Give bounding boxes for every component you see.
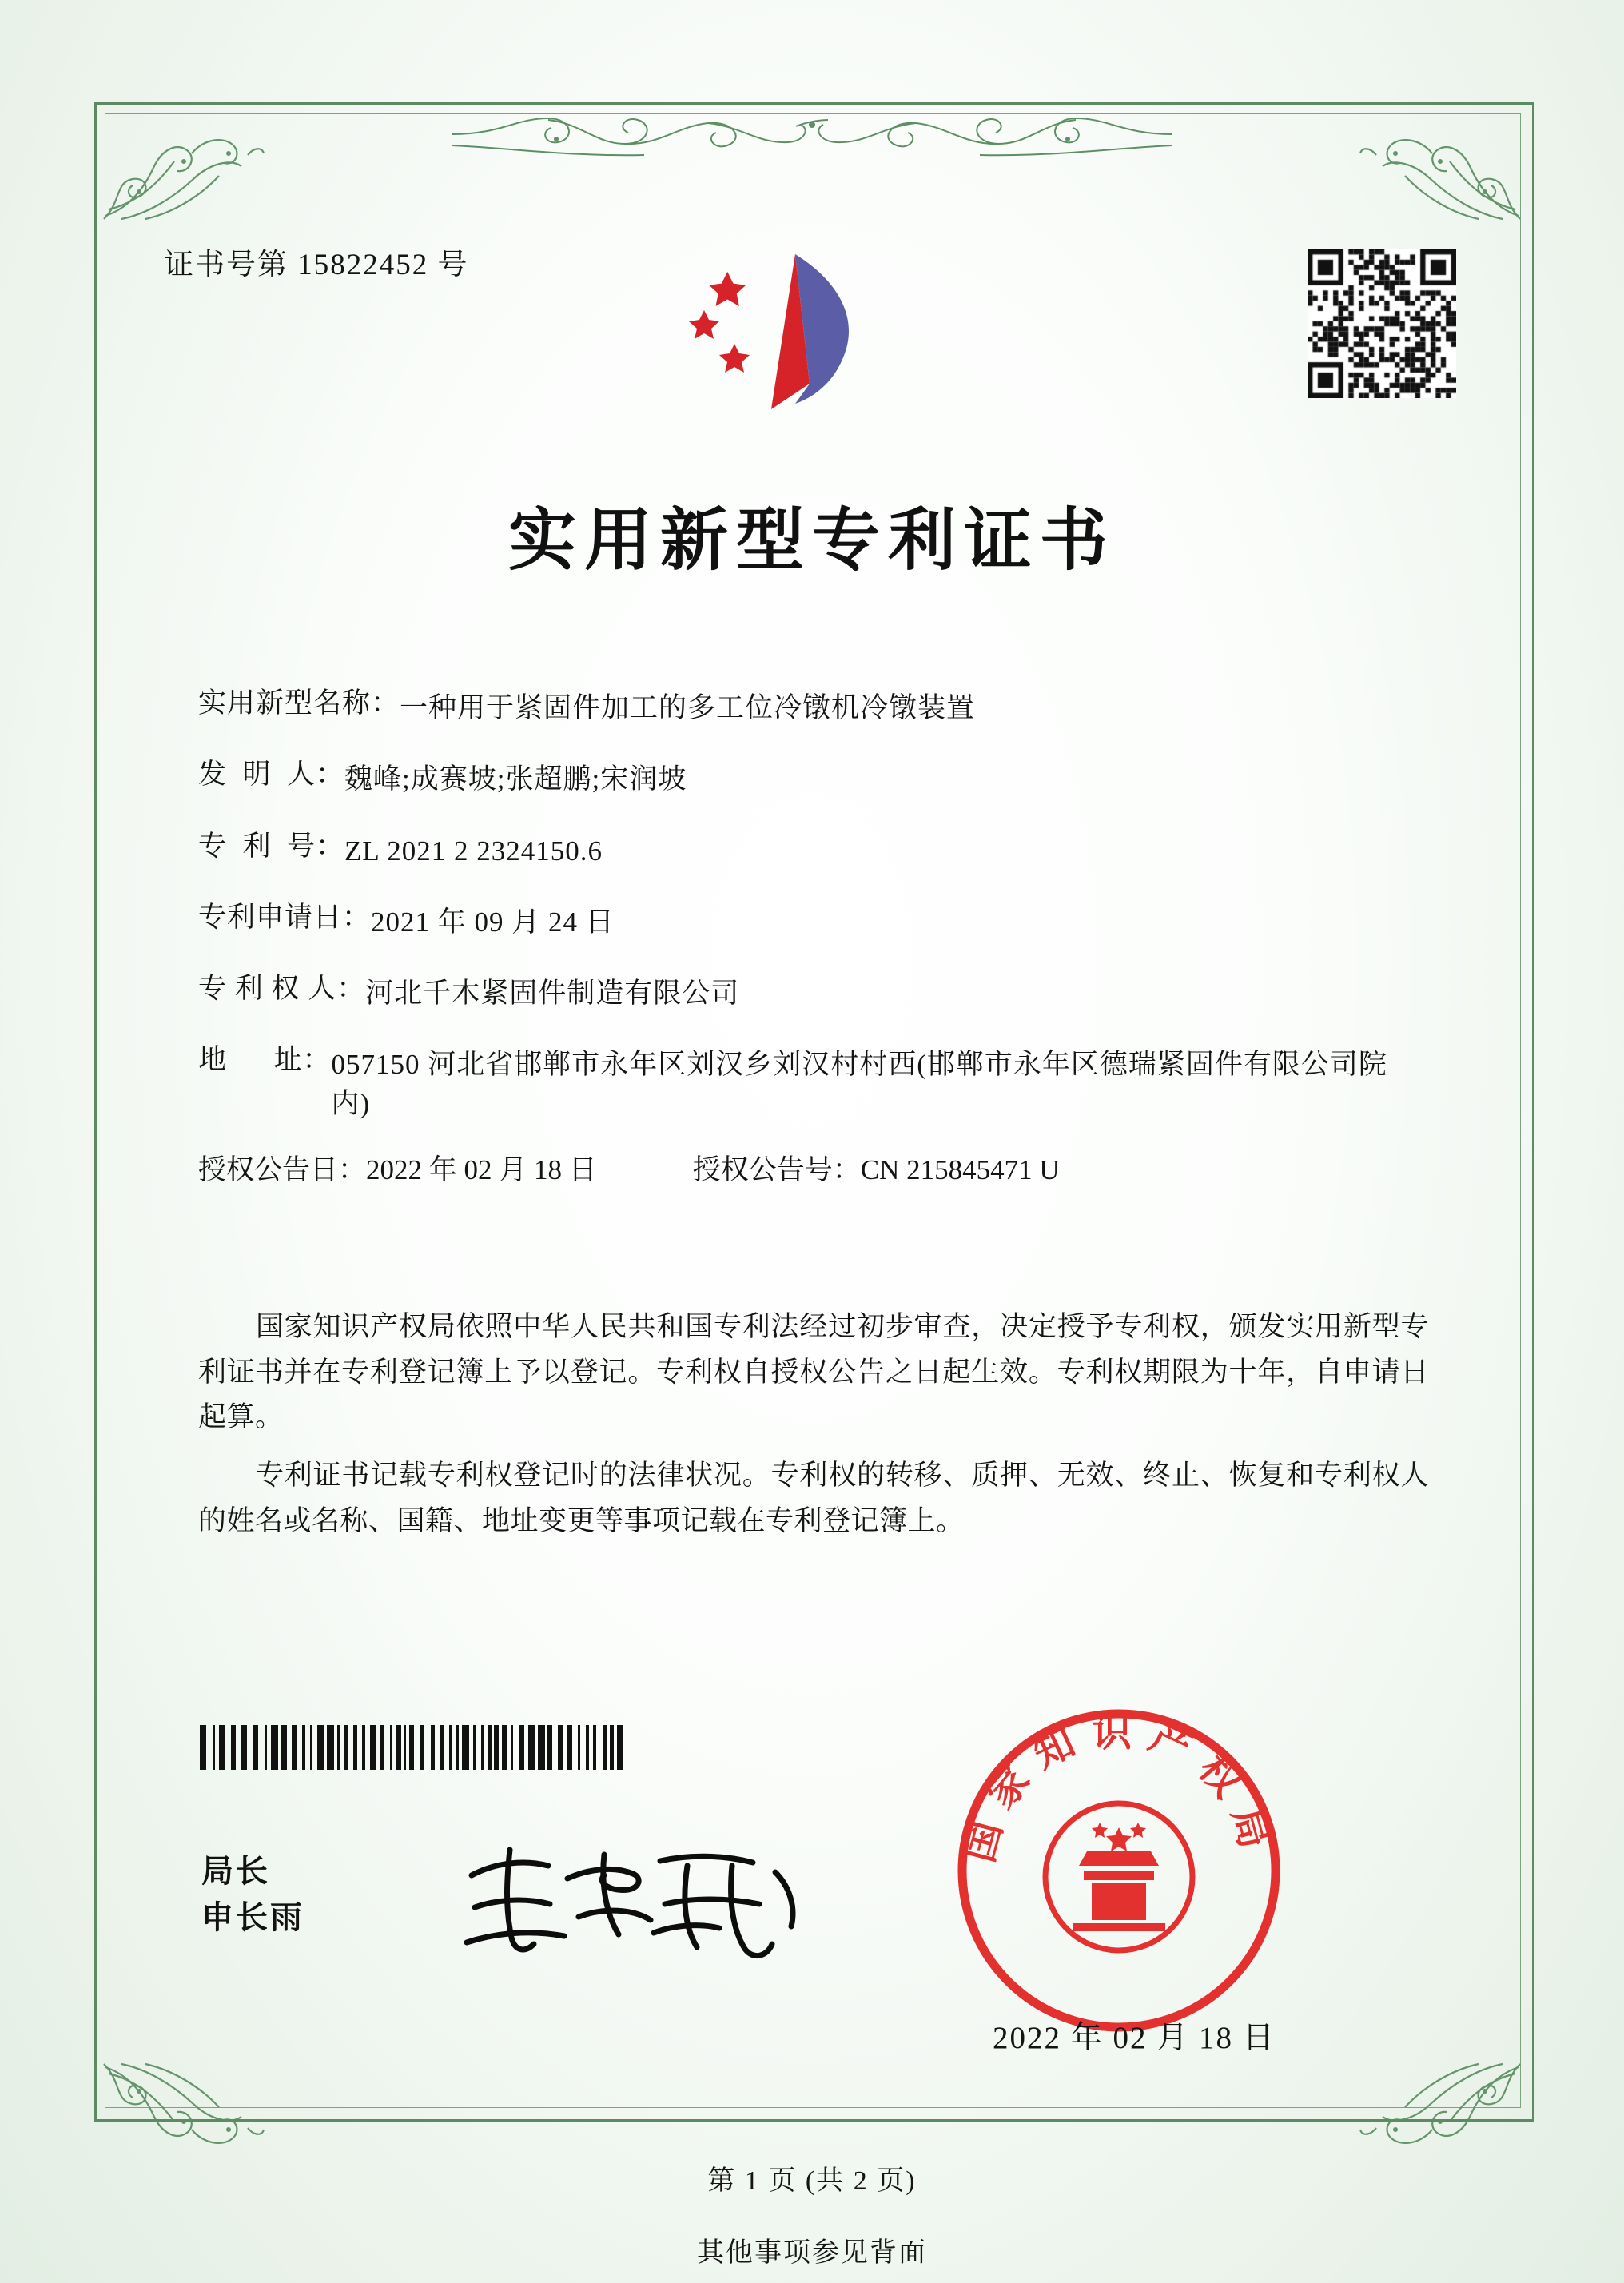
field-label: 发 明 人：	[198, 759, 345, 791]
director-name: 申长雨	[201, 1899, 304, 1935]
official-red-seal-icon	[951, 1703, 1287, 2038]
page-indicator: 第 1 页 (共 2 页)	[707, 2166, 917, 2196]
field-label: 授权公告日：	[198, 1154, 367, 1186]
field-label: 专利申请日：	[198, 901, 372, 933]
field-value: 一种用于紧固件加工的多工位冷镦机冷镦装置	[400, 692, 976, 723]
legal-text-block	[198, 1305, 1429, 1556]
top-flourish-ornament-icon	[452, 107, 1172, 181]
handwritten-signature-icon	[448, 1831, 815, 1966]
field-value: CN 215845471 U	[860, 1154, 1060, 1186]
field-application-date	[198, 903, 1421, 942]
barcode-icon	[200, 1725, 628, 1770]
field-label: 实用新型名称：	[198, 687, 400, 719]
field-value: 2022 年 02 月 18 日	[366, 1154, 597, 1186]
field-value: 魏峰;成赛坡;张超鹏;宋润坡	[344, 763, 687, 795]
field-patentee	[198, 974, 1421, 1013]
field-value: 2021 年 09 月 24 日	[371, 906, 615, 938]
field-announcement-number	[693, 1156, 1060, 1184]
field-value: 057150 河北省邯郸市永年区刘汉乡刘汉村村西(邯郸市永年区德瑞紧固件有限公司院内)	[331, 1049, 1387, 1119]
field-value: ZL 2021 2 2324150.6	[344, 835, 603, 867]
seal-date: 2022 年 02 月 18 日	[993, 2021, 1276, 2055]
footnote: 其他事项参见背面	[697, 2238, 927, 2268]
corner-ornament-icon	[98, 106, 265, 225]
field-label: 地 址：	[198, 1044, 332, 1076]
field-inventors	[198, 760, 1421, 799]
signature-block	[201, 1848, 304, 1941]
qr-code-icon	[1308, 249, 1456, 398]
director-label: 局长	[201, 1853, 270, 1889]
field-patent-number	[198, 832, 1421, 871]
field-label: 授权公告号：	[692, 1154, 861, 1186]
field-list	[198, 689, 1421, 1217]
certificate-number: 证书号第 15822452 号	[164, 249, 469, 281]
cnipa-logo-icon	[675, 240, 915, 440]
field-label: 专 利 号：	[198, 830, 345, 862]
paragraph: 专利证书记载专利权登记时的法律状况。专利权的转移、质押、无效、终止、恢复和专利权人的姓名或名称、国籍、地址变更等事项记载在专利登记簿上。	[198, 1460, 1429, 1536]
field-grant-row	[198, 1156, 1421, 1184]
field-announcement-date	[198, 1156, 597, 1184]
svg-text:国家知识产权局: 国家知识产权局	[955, 1708, 1283, 1867]
field-utility-model-name	[198, 689, 1421, 727]
field-value: 河北千木紧固件制造有限公司	[365, 978, 740, 1010]
paragraph: 国家知识产权局依照中华人民共和国专利法经过初步审查，决定授予专利权，颁发实用新型专利证书并在专利登记簿上予以登记。专利权自授权公告之日起生效。专利权期限为十年，自申请日起算。	[198, 1311, 1429, 1433]
field-label: 专 利 权 人：	[198, 973, 366, 1005]
field-address	[198, 1046, 1421, 1123]
corner-ornament-icon	[1359, 106, 1526, 225]
page-title: 实用新型专利证书	[508, 500, 1116, 580]
